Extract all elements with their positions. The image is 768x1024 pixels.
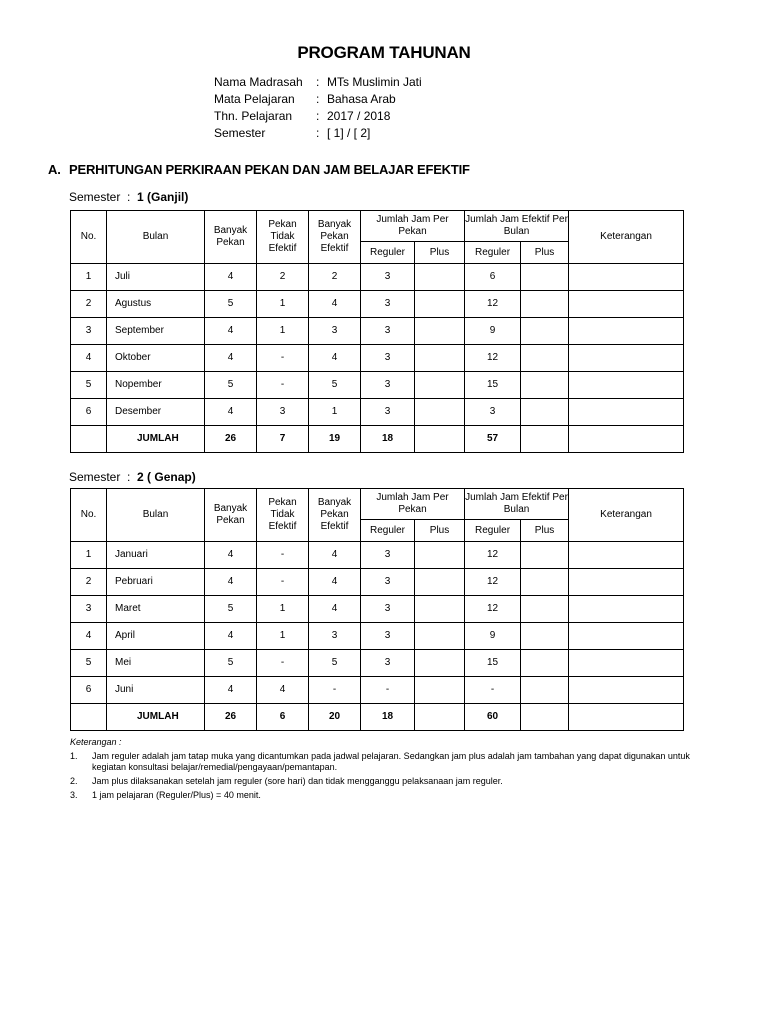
info-colon: : (316, 109, 320, 123)
total-row (71, 704, 684, 731)
cell-jam-reguler: 3 (361, 372, 415, 399)
cell-pekan-tidak-efektif: 4 (257, 677, 309, 704)
cell-no: 6 (71, 399, 107, 426)
cell-efektif-reguler: 12 (465, 291, 521, 318)
cell-pekan-tidak-efektif: 3 (257, 399, 309, 426)
header-banyak-pekan-efektif: Banyak Pekan Efektif (309, 489, 361, 542)
cell-jam-plus (415, 345, 465, 372)
cell-efektif-plus (521, 542, 569, 569)
cell-jam-reguler: 3 (361, 569, 415, 596)
header-plus: Plus (415, 520, 465, 542)
total-efektif-reguler: 57 (465, 426, 521, 453)
total-jam-reguler: 18 (361, 426, 415, 453)
cell-banyak-pekan-efektif: 4 (309, 345, 361, 372)
semester-caption: Semester (69, 190, 121, 204)
total-row (71, 426, 684, 453)
cell-no: 5 (71, 372, 107, 399)
cell-efektif-plus (521, 372, 569, 399)
cell-efektif-plus (521, 569, 569, 596)
table-row (71, 345, 684, 372)
cell-keterangan (569, 623, 684, 650)
cell-efektif-reguler: - (465, 677, 521, 704)
cell-banyak-pekan: 4 (205, 264, 257, 291)
table-row (71, 264, 684, 291)
total-label: JUMLAH (107, 426, 205, 453)
cell-banyak-pekan-efektif: 4 (309, 596, 361, 623)
header-no: No. (71, 211, 107, 264)
cell-banyak-pekan: 4 (205, 623, 257, 650)
total-banyak-pekan-efektif: 20 (309, 704, 361, 731)
cell-jam-reguler: 3 (361, 650, 415, 677)
total-keterangan (569, 426, 684, 453)
info-colon: : (316, 126, 320, 140)
cell-keterangan (569, 399, 684, 426)
section-title: PERHITUNGAN PERKIRAAN PEKAN DAN JAM BELAJAR EFEKTIF (69, 162, 470, 177)
cell-banyak-pekan: 4 (205, 345, 257, 372)
info-value: [ 1] / [ 2] (327, 126, 371, 140)
cell-no: 2 (71, 569, 107, 596)
cell-pekan-tidak-efektif: 1 (257, 623, 309, 650)
header-banyak-pekan-efektif: Banyak Pekan Efektif (309, 211, 361, 264)
header-banyak-pekan: Banyak Pekan (205, 211, 257, 264)
cell-keterangan (569, 569, 684, 596)
info-value: 2017 / 2018 (327, 109, 391, 123)
cell-efektif-reguler: 9 (465, 318, 521, 345)
info-value: MTs Muslimin Jati (327, 75, 422, 89)
table-row (71, 596, 684, 623)
semester-1-table (70, 210, 684, 453)
cell-pekan-tidak-efektif: 2 (257, 264, 309, 291)
header-plus: Plus (521, 520, 569, 542)
note-item (70, 751, 710, 773)
page-title: PROGRAM TAHUNAN (297, 43, 471, 62)
table-row (71, 569, 684, 596)
cell-efektif-plus (521, 318, 569, 345)
cell-keterangan (569, 264, 684, 291)
note-number: 2. (70, 776, 78, 786)
cell-bulan: Pebruari (107, 569, 205, 596)
info-label: Mata Pelajaran (214, 92, 295, 106)
note-item (70, 790, 710, 801)
cell-jam-plus (415, 596, 465, 623)
cell-efektif-plus (521, 677, 569, 704)
cell-bulan: Juni (107, 677, 205, 704)
cell-banyak-pekan-efektif: 4 (309, 542, 361, 569)
cell-no: 1 (71, 542, 107, 569)
cell-banyak-pekan: 5 (205, 291, 257, 318)
notes-list (70, 751, 710, 801)
section-heading (48, 162, 470, 177)
cell-banyak-pekan-efektif: 5 (309, 650, 361, 677)
header-plus: Plus (521, 242, 569, 264)
document-info (214, 75, 422, 143)
cell-jam-reguler: 3 (361, 542, 415, 569)
cell-keterangan (569, 291, 684, 318)
note-text: Jam plus dilaksanakan setelah jam reguler (sore hari) dan tidak mengganggu pelaksanaan jam reguler. (92, 776, 503, 786)
total-banyak-pekan: 26 (205, 426, 257, 453)
info-row (214, 126, 422, 143)
note-text: Jam reguler adalah jam tatap muka yang dicantumkan pada jadwal pelajaran. Sedangkan jam plus adalah jam tambahan yang dapat digunakan untuk kegiatan konsultasi belajar/remedial/pengayaan/pemantapan. (92, 751, 690, 772)
total-efektif-plus (521, 704, 569, 731)
cell-banyak-pekan: 5 (205, 372, 257, 399)
semester-2-label: Semester : 2 ( Genap) (69, 470, 196, 484)
cell-banyak-pekan: 5 (205, 596, 257, 623)
cell-jam-plus (415, 623, 465, 650)
header-jam-per-pekan: Jumlah Jam Per Pekan (361, 211, 465, 242)
cell-efektif-plus (521, 623, 569, 650)
cell-bulan: Juli (107, 264, 205, 291)
cell-efektif-plus (521, 399, 569, 426)
cell-banyak-pekan: 4 (205, 318, 257, 345)
cell-bulan: April (107, 623, 205, 650)
cell-efektif-reguler: 3 (465, 399, 521, 426)
cell-bulan: Desember (107, 399, 205, 426)
cell-pekan-tidak-efektif: 1 (257, 291, 309, 318)
header-keterangan: Keterangan (569, 211, 684, 264)
cell-jam-reguler: 3 (361, 318, 415, 345)
notes-heading: Keterangan : (70, 737, 122, 747)
semester-name: 2 ( Genap) (137, 470, 196, 484)
header-banyak-pekan: Banyak Pekan (205, 489, 257, 542)
header-keterangan: Keterangan (569, 489, 684, 542)
info-row (214, 75, 422, 92)
cell-no: 3 (71, 318, 107, 345)
info-label: Nama Madrasah (214, 75, 303, 89)
cell-jam-plus (415, 650, 465, 677)
cell-jam-reguler: 3 (361, 291, 415, 318)
table-row (71, 372, 684, 399)
cell-jam-plus (415, 372, 465, 399)
cell-no: 1 (71, 264, 107, 291)
cell-jam-plus (415, 569, 465, 596)
cell-efektif-reguler: 9 (465, 623, 521, 650)
header-row (71, 489, 684, 520)
header-pekan-tidak-efektif: Pekan Tidak Efektif (257, 489, 309, 542)
cell-keterangan (569, 677, 684, 704)
cell-no: 3 (71, 596, 107, 623)
table-row (71, 399, 684, 426)
cell-banyak-pekan: 4 (205, 399, 257, 426)
cell-efektif-reguler: 15 (465, 650, 521, 677)
cell-efektif-plus (521, 264, 569, 291)
cell-pekan-tidak-efektif: - (257, 345, 309, 372)
cell-jam-plus (415, 677, 465, 704)
note-text: 1 jam pelajaran (Reguler/Plus) = 40 menit. (92, 790, 261, 800)
table-row (71, 318, 684, 345)
notes (70, 737, 710, 804)
header-no: No. (71, 489, 107, 542)
total-efektif-reguler: 60 (465, 704, 521, 731)
semester-caption: Semester (69, 470, 121, 484)
cell-keterangan (569, 542, 684, 569)
cell-jam-plus (415, 291, 465, 318)
table-row (71, 623, 684, 650)
total-pekan-tidak-efektif: 6 (257, 704, 309, 731)
cell-bulan: Mei (107, 650, 205, 677)
cell-banyak-pekan-efektif: 3 (309, 623, 361, 650)
info-row (214, 109, 422, 126)
cell-jam-reguler: - (361, 677, 415, 704)
cell-banyak-pekan-efektif: 2 (309, 264, 361, 291)
info-colon: : (316, 92, 320, 106)
cell-bulan: Nopember (107, 372, 205, 399)
header-pekan-tidak-efektif: Pekan Tidak Efektif (257, 211, 309, 264)
total-jam-plus (415, 426, 465, 453)
cell-bulan: Agustus (107, 291, 205, 318)
info-colon: : (316, 75, 320, 89)
table-row (71, 542, 684, 569)
total-keterangan (569, 704, 684, 731)
cell-jam-reguler: 3 (361, 399, 415, 426)
cell-efektif-plus (521, 650, 569, 677)
cell-pekan-tidak-efektif: 1 (257, 596, 309, 623)
cell-banyak-pekan: 5 (205, 650, 257, 677)
header-jam-efektif-per-bulan: Jumlah Jam Efektif Per Bulan (465, 489, 569, 520)
note-number: 1. (70, 751, 78, 761)
cell-efektif-plus (521, 291, 569, 318)
header-plus: Plus (415, 242, 465, 264)
cell-banyak-pekan: 4 (205, 677, 257, 704)
info-label: Thn. Pelajaran (214, 109, 293, 123)
header-row (71, 211, 684, 242)
cell-keterangan (569, 596, 684, 623)
total-efektif-plus (521, 426, 569, 453)
cell-no: 4 (71, 623, 107, 650)
header-bulan: Bulan (107, 211, 205, 264)
cell-bulan: Maret (107, 596, 205, 623)
info-row (214, 92, 422, 109)
cell-no: 6 (71, 677, 107, 704)
cell-pekan-tidak-efektif: - (257, 372, 309, 399)
cell-efektif-reguler: 6 (465, 264, 521, 291)
note-item (70, 776, 710, 787)
cell-efektif-reguler: 12 (465, 596, 521, 623)
total-label: JUMLAH (107, 704, 205, 731)
cell-keterangan (569, 372, 684, 399)
cell-no (71, 704, 107, 731)
cell-jam-reguler: 3 (361, 596, 415, 623)
cell-jam-plus (415, 264, 465, 291)
total-banyak-pekan: 26 (205, 704, 257, 731)
header-jam-per-pekan: Jumlah Jam Per Pekan (361, 489, 465, 520)
table-row (71, 291, 684, 318)
cell-no (71, 426, 107, 453)
cell-efektif-reguler: 12 (465, 345, 521, 372)
cell-pekan-tidak-efektif: - (257, 542, 309, 569)
header-reguler: Reguler (465, 242, 521, 264)
total-jam-plus (415, 704, 465, 731)
table-row (71, 677, 684, 704)
table-row (71, 650, 684, 677)
total-pekan-tidak-efektif: 7 (257, 426, 309, 453)
cell-banyak-pekan-efektif: - (309, 677, 361, 704)
cell-banyak-pekan-efektif: 4 (309, 569, 361, 596)
cell-no: 2 (71, 291, 107, 318)
total-banyak-pekan-efektif: 19 (309, 426, 361, 453)
cell-jam-plus (415, 399, 465, 426)
total-jam-reguler: 18 (361, 704, 415, 731)
cell-no: 4 (71, 345, 107, 372)
info-value: Bahasa Arab (327, 92, 396, 106)
cell-efektif-reguler: 12 (465, 542, 521, 569)
cell-keterangan (569, 345, 684, 372)
cell-bulan: September (107, 318, 205, 345)
header-bulan: Bulan (107, 489, 205, 542)
cell-jam-reguler: 3 (361, 623, 415, 650)
cell-banyak-pekan-efektif: 3 (309, 318, 361, 345)
cell-pekan-tidak-efektif: - (257, 650, 309, 677)
cell-banyak-pekan-efektif: 4 (309, 291, 361, 318)
cell-efektif-plus (521, 596, 569, 623)
header-jam-efektif-per-bulan: Jumlah Jam Efektif Per Bulan (465, 211, 569, 242)
cell-jam-plus (415, 318, 465, 345)
semester-2-table (70, 488, 684, 731)
cell-bulan: Januari (107, 542, 205, 569)
semester-name: 1 (Ganjil) (137, 190, 189, 204)
cell-efektif-plus (521, 345, 569, 372)
cell-jam-plus (415, 542, 465, 569)
cell-bulan: Oktober (107, 345, 205, 372)
semester-1-label: Semester : 1 (Ganjil) (69, 190, 189, 204)
cell-pekan-tidak-efektif: 1 (257, 318, 309, 345)
cell-banyak-pekan: 4 (205, 569, 257, 596)
header-reguler: Reguler (361, 520, 415, 542)
header-reguler: Reguler (465, 520, 521, 542)
info-label: Semester (214, 126, 266, 140)
cell-jam-reguler: 3 (361, 264, 415, 291)
cell-banyak-pekan-efektif: 1 (309, 399, 361, 426)
cell-jam-reguler: 3 (361, 345, 415, 372)
cell-no: 5 (71, 650, 107, 677)
cell-efektif-reguler: 12 (465, 569, 521, 596)
cell-pekan-tidak-efektif: - (257, 569, 309, 596)
cell-banyak-pekan-efektif: 5 (309, 372, 361, 399)
cell-keterangan (569, 650, 684, 677)
cell-efektif-reguler: 15 (465, 372, 521, 399)
cell-banyak-pekan: 4 (205, 542, 257, 569)
section-number: A. (48, 162, 61, 177)
cell-keterangan (569, 318, 684, 345)
header-reguler: Reguler (361, 242, 415, 264)
note-number: 3. (70, 790, 78, 800)
